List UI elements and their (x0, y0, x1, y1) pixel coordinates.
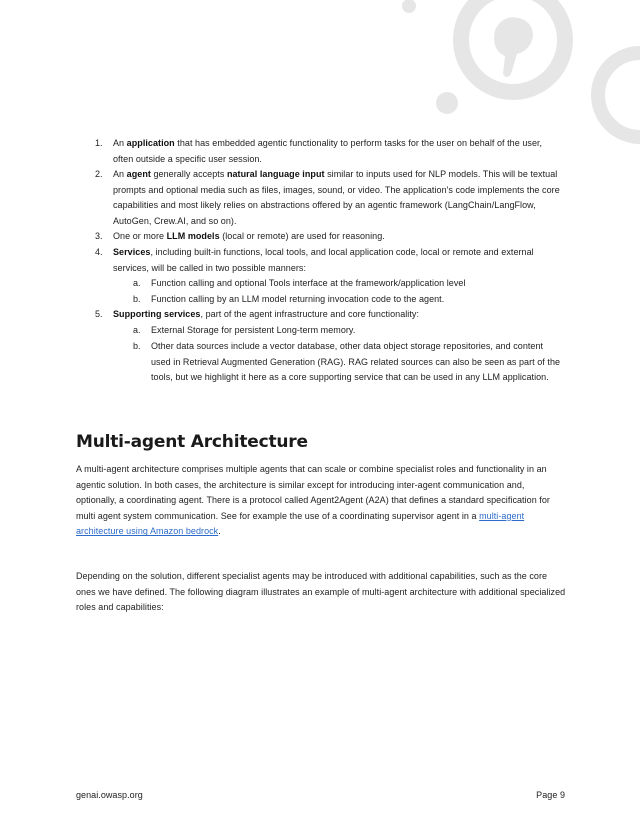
text-run: , including built-in functions, local tools, and local application code, local or remote and external services, will be called in two possible manners: (113, 247, 534, 273)
section-heading: Multi-agent Architecture (76, 432, 308, 452)
list-number: 2. (95, 169, 103, 179)
bold-term: Services (113, 247, 151, 257)
paragraph-text-end: . (218, 526, 221, 537)
paragraph-multi-agent (76, 462, 566, 540)
sublist-text: Function calling by an LLM model returning invocation code to the agent. (151, 294, 445, 304)
list-text (113, 307, 563, 323)
list-number: 5. (95, 309, 103, 319)
sublist-text: External Storage for persistent Long-term memory. (151, 325, 356, 335)
bold-term: application (126, 138, 175, 148)
text-run: An (113, 169, 127, 179)
sublist-letter: a. (133, 325, 141, 335)
paragraph-text: A multi-agent architecture comprises multiple agents that can scale or combine specialist roles and functionality in an agentic solution. In both cases, the architecture is similar except for introducing inter-agent communication and, optionally, a coordinating agent. There is a protocol called Agent2Agent (A2A) that defines a standard specification for multi agent system communication. See for example the use of a coordinating supervisor agent in a (76, 464, 550, 521)
text-run: similar to inputs used for NLP models. This will be textual prompts and optional media such as files, images, sound, or video. The application's code implements the core capabilities and most likely relies on abstractions offered by an agentic framework (LangChain/LangFlow, AutoGen, Crew.AI, and so on). (113, 169, 560, 226)
sublist-letter: b. (133, 294, 141, 304)
text-run: One or more (113, 231, 167, 241)
list-text (113, 229, 563, 245)
sublist-text: Other data sources include a vector database, other data object storage repositories, and content used in Retrieval Augmented Generation (RAG). RAG related sources can also be seen as part of the tools, but we highlight it here as a core supporting service that can be used in any LLM application. (151, 341, 561, 383)
list-text (113, 245, 563, 276)
list-number: 3. (95, 231, 103, 241)
decor-ring-right (598, 53, 640, 137)
bold-term: natural language input (226, 169, 325, 179)
bold-term: LLM models (166, 231, 220, 241)
list-text (113, 136, 563, 167)
sublist-text: Function calling and optional Tools interface at the framework/application level (151, 278, 466, 288)
bedrock-link[interactable]: multi-agent architecture using Amazon bedrock (76, 510, 525, 537)
text-run: An (113, 138, 127, 148)
paragraph-diagram-intro: Depending on the solution, different specialist agents may be introduced with additional capabilities, such as the core ones we have defined. The following diagram illustrates an example of multi-agent architecture with additional specialized roles and capabilities: (76, 571, 566, 613)
footer-page-number: Page 9 (536, 790, 565, 800)
list-number: 4. (95, 247, 103, 257)
sublist-letter: a. (133, 278, 141, 288)
bold-term: Supporting services (113, 309, 201, 319)
decor-dot-top (402, 0, 416, 13)
bold-term: agent (126, 169, 151, 179)
decor-dot-small (436, 92, 458, 114)
list-text (113, 167, 563, 229)
wasp-icon (494, 4, 542, 77)
text-run: , part of the agent infrastructure and core functionality: (200, 309, 420, 319)
text-run: (local or remote) are used for reasoning. (219, 231, 385, 241)
text-run: generally accepts (150, 169, 227, 179)
sublist-letter: b. (133, 341, 141, 351)
text-run: that has embedded agentic functionality to perform tasks for the user on behalf of the user, often outside a specific user session. (113, 138, 543, 164)
list-number: 1. (95, 138, 103, 148)
footer-site: genai.owasp.org (76, 790, 143, 800)
